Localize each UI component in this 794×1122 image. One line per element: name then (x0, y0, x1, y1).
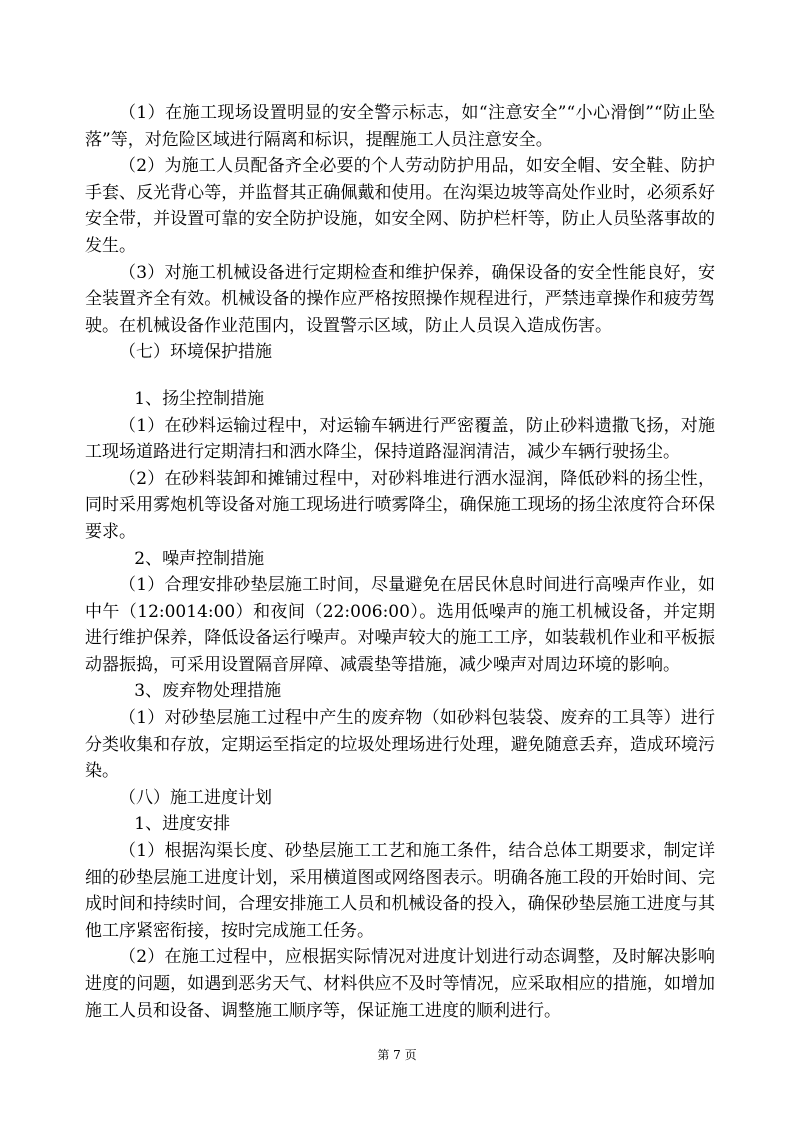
paragraph-protective-equipment: （2）为施工人员配备齐全必要的个人劳动防护用品，如安全帽、安全鞋、防护手套、反光背心等，并监督其正确佩戴和使用。在沟渠边坡等高处作业时，必须系好安全带，并设置可靠的安全防护设施，如安全网、防护栏杆等，防止人员坠落事故的发生。 (85, 156, 715, 256)
subheading-progress-arrangement: 1、进度安排 (134, 814, 231, 835)
section-heading-schedule: （八）施工进度计划 (119, 787, 272, 808)
paragraph-dust-handling: （2）在砂料装卸和摊铺过程中，对砂料堆进行洒水湿润，降低砂料的扬尘性，同时采用雾炮机等设备对施工现场进行喷雾降尘，确保施工现场的扬尘浓度符合环保要求。 (85, 468, 715, 542)
subheading-noise-control: 2、噪声控制措施 (134, 548, 265, 569)
paragraph-noise-schedule: （1）合理安排砂垫层施工时间，尽量避免在居民休息时间进行高噪声作业，如中午（12:0014:00）和夜间（22:006:00）。选用低噪声的施工机械设备，并定期进行维护保养，降低设备运行噪声。对噪声较大的施工工序，如装载机作业和平板振动器振捣，可采用设置隔音屏障、减震垫等措施，减少噪声对周边环境的影响。 (85, 575, 715, 675)
paragraph-waste-collection: （1）对砂垫层施工过程中产生的废弃物（如砂料包装袋、废弃的工具等）进行分类收集和存放，定期运至指定的垃圾处理场进行处理，避免随意丢弃，造成环境污染。 (85, 708, 715, 782)
subheading-waste-handling: 3、废弃物处理措施 (134, 681, 282, 702)
paragraph-safety-signs: （1）在施工现场设置明显的安全警示标志，如“注意安全”“小心滑倒”“防止坠落”等，对危险区域进行隔离和标识，提醒施工人员注意安全。 (85, 103, 715, 150)
paragraph-progress-adjustment: （2）在施工过程中，应根据实际情况对进度计划进行动态调整，及时解决影响进度的问题，如遇到恶劣天气、材料供应不及时等情况，应采取相应的措施，如增加施工人员和设备、调整施工顺序等，保证施工进度的顺利进行。 (85, 947, 715, 1021)
paragraph-dust-transport: （1）在砂料运输过程中，对运输车辆进行严密覆盖，防止砂料遗撒飞扬，对施工现场道路进行定期清扫和洒水降尘，保持道路湿润清洁，减少车辆行驶扬尘。 (85, 415, 715, 463)
section-heading-environment: （七）环境保护措施 (119, 342, 272, 363)
subheading-dust-control: 1、扬尘控制措施 (134, 388, 265, 409)
paragraph-progress-plan: （1）根据沟渠长度、砂垫层施工工艺和施工条件，结合总体工期要求，制定详细的砂垫层施工进度计划，采用横道图或网络图表示。明确各施工段的开始时间、完成时间和持续时间，合理安排施工人员和机械设备的投入，确保砂垫层施工进度与其他工序紧密衔接，按时完成施工任务。 (85, 841, 715, 941)
page-number: 第 7 页 (377, 1048, 417, 1062)
paragraph-machinery-maintenance: （3）对施工机械设备进行定期检查和维护保养，确保设备的安全性能良好，安全装置齐全有效。机械设备的操作应严格按照操作规程进行，严禁违章操作和疲劳驾驶。在机械设备作业范围内，设置警示区域，防止人员误入造成伤害。 (85, 262, 715, 336)
page-body (85, 100, 715, 1024)
